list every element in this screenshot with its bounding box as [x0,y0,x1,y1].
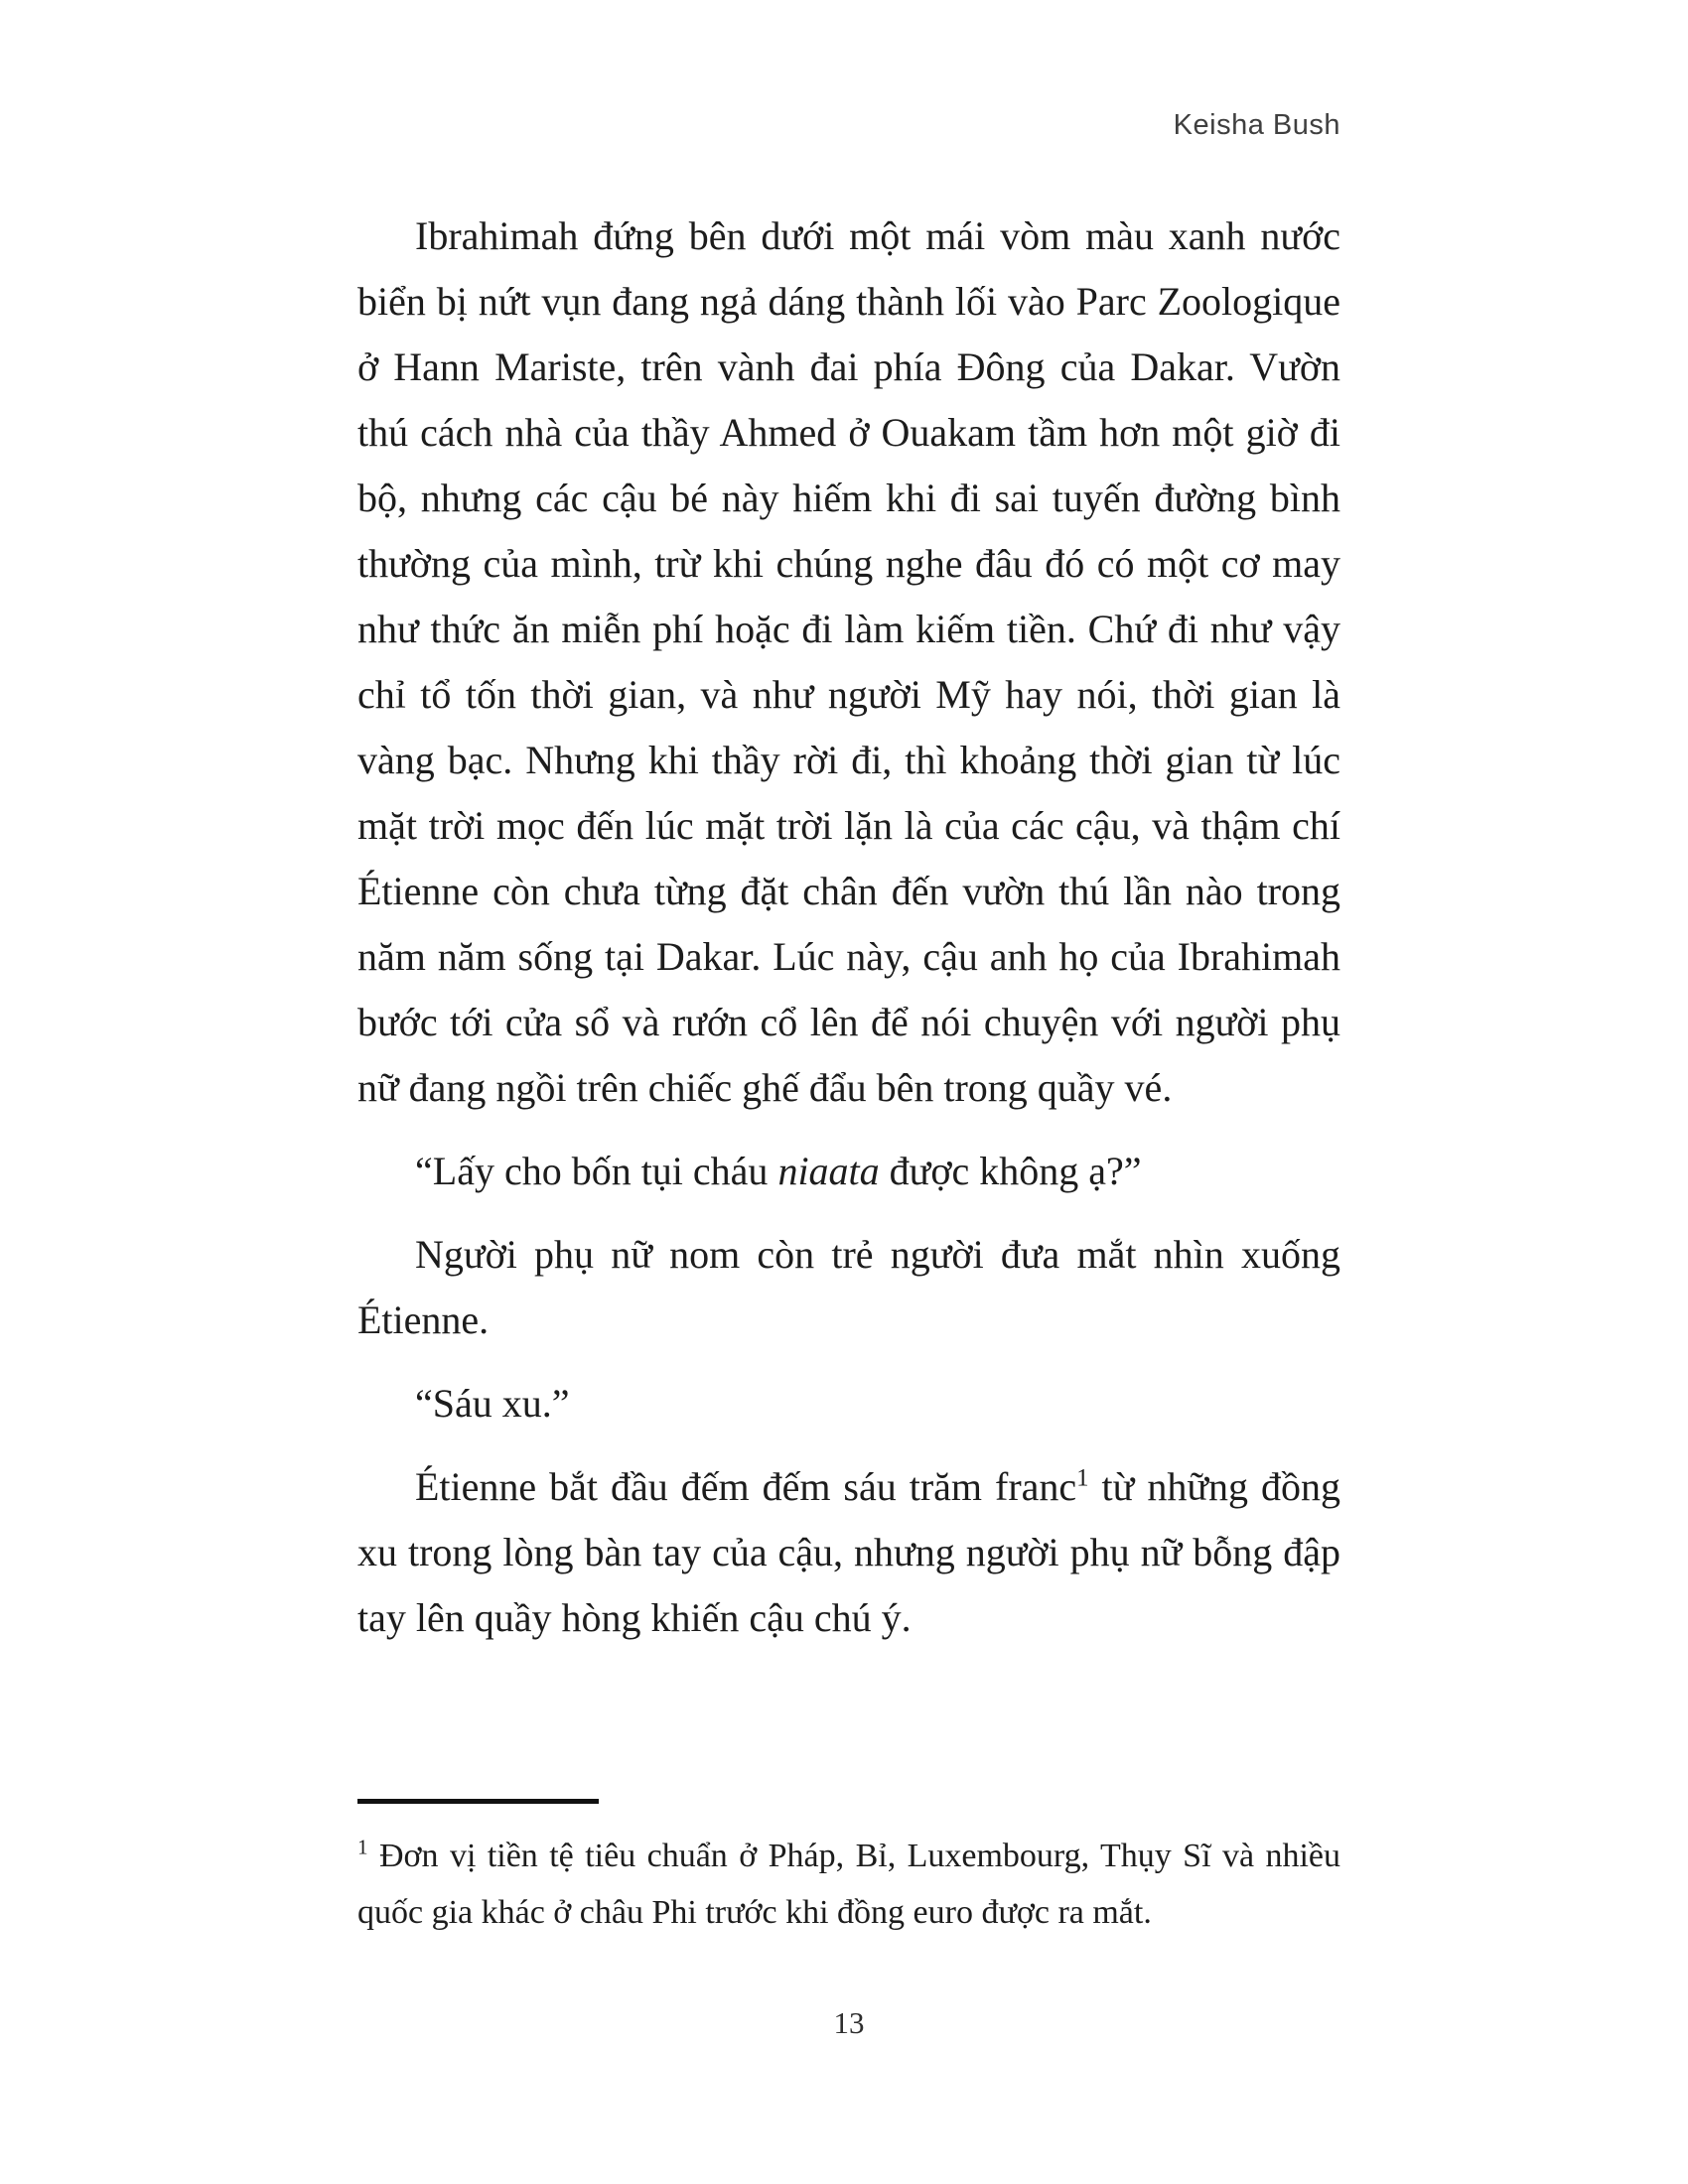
italic-text: niaata [777,1149,880,1193]
page-number: 13 [833,2005,865,2040]
paragraph-text: từ những đồng xu trong lòng bàn tay của cậu, nhưng người phụ nữ bỗng đập tay lên quầy hòng khiến cậu chú ý. [357,1464,1340,1640]
paragraph [357,1139,1340,1204]
footnote-text [357,1828,1340,1941]
paragraph [357,1454,1340,1651]
footnote-marker: 1 [357,1835,368,1859]
footnote-reference: 1 [1076,1464,1089,1492]
running-header-author: Keisha Bush [1173,109,1340,141]
paragraph-text: Ibrahimah đứng bên dưới một mái vòm màu xanh nước biển bị nứt vụn đang ngả dáng thành lối vào Parc Zoologique ở Hann Mariste, trên vành đai phía Đông của Dakar. Vườn thú cách nhà của thầy Ahmed ở Ouakam tầm hơn một giờ đi bộ, nhưng các cậu bé này hiếm khi đi sai tuyến đường bình thường của mình, trừ khi chúng nghe đâu đó có một cơ may như thức ăn miễn phí hoặc đi làm kiếm tiền. Chứ đi như vậy chỉ tổ tốn thời gian, và như người Mỹ hay nói, thời gian là vàng bạc. Nhưng khi thầy rời đi, thì khoảng thời gian từ lúc mặt trời mọc đến lúc mặt trời lặn là của các cậu, và thậm chí Étienne còn chưa từng đặt chân đến vườn thú lần nào trong năm năm sống tại Dakar. Lúc này, cậu anh họ của Ibrahimah bước tới cửa sổ và rướn cổ lên để nói chuyện với người phụ nữ đang ngồi trên chiếc ghế đẩu bên trong quầy vé. [357,213,1340,1110]
paragraph-text: Người phụ nữ nom còn trẻ người đưa mắt nhìn xuống Étienne. [357,1232,1340,1342]
footnote [357,1799,1340,1941]
footnote-body: Đơn vị tiền tệ tiêu chuẩn ở Pháp, Bỉ, Luxembourg, Thụy Sĩ và nhiều quốc gia khác ở châu Phi trước khi đồng euro được ra mắt. [357,1838,1341,1931]
paragraph-text: được không ạ?” [879,1149,1142,1193]
paragraph-text: “Sáu xu.” [415,1381,570,1426]
paragraph-text: Étienne bắt đầu đếm đếm sáu trăm franc [415,1464,1077,1509]
paragraph [357,204,1340,1121]
paragraph [357,1222,1340,1353]
paragraph-text: “Lấy cho bốn tụi cháu [415,1149,778,1193]
footnote-rule [357,1799,599,1804]
paragraph [357,1371,1340,1436]
body-text [357,204,1340,1651]
